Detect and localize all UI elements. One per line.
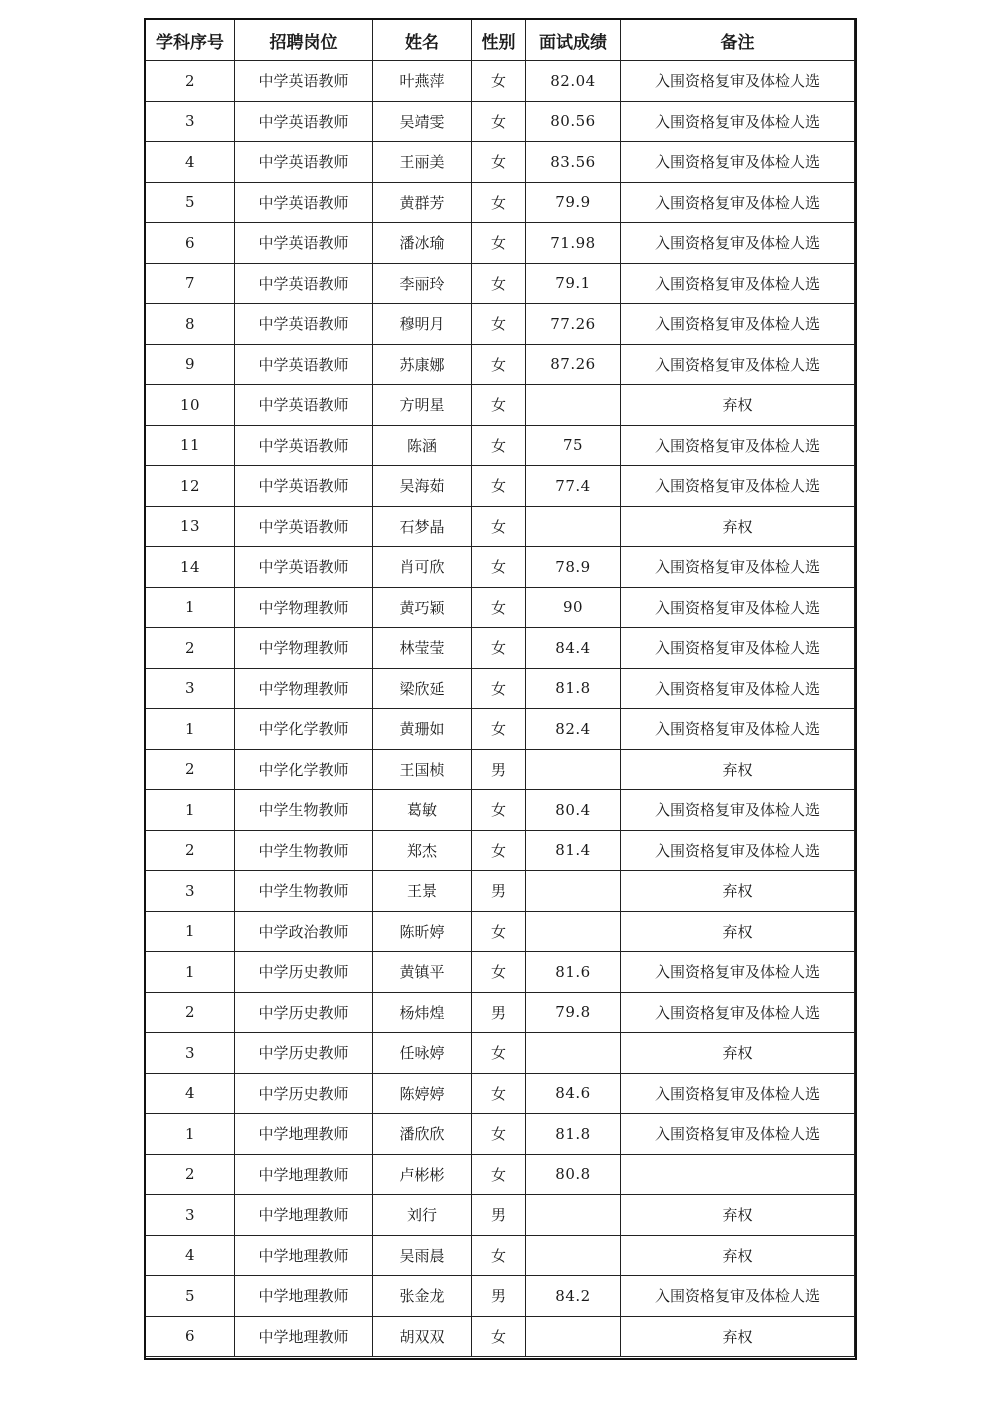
cell-position: 中学英语教师 <box>235 344 373 385</box>
table-row <box>146 1316 855 1357</box>
cell-subject-number: 2 <box>146 749 235 790</box>
table-row <box>146 911 855 952</box>
cell-interview-score: 80.56 <box>526 101 621 142</box>
cell-gender: 女 <box>472 790 526 831</box>
cell-interview-score <box>526 506 621 547</box>
table-row <box>146 142 855 183</box>
cell-interview-score <box>526 871 621 912</box>
cell-interview-score: 90 <box>526 587 621 628</box>
cell-remarks: 入围资格复审及体检人选 <box>621 587 855 628</box>
table-row <box>146 668 855 709</box>
header-position: 招聘岗位 <box>235 20 373 61</box>
cell-remarks: 入围资格复审及体检人选 <box>621 182 855 223</box>
table-header-row <box>146 20 855 61</box>
cell-name: 王丽美 <box>373 142 472 183</box>
cell-remarks: 弃权 <box>621 871 855 912</box>
cell-remarks: 弃权 <box>621 1195 855 1236</box>
table-row <box>146 344 855 385</box>
cell-remarks: 入围资格复审及体检人选 <box>621 466 855 507</box>
cell-interview-score: 82.4 <box>526 709 621 750</box>
table-row <box>146 992 855 1033</box>
cell-remarks: 入围资格复审及体检人选 <box>621 223 855 264</box>
cell-subject-number: 12 <box>146 466 235 507</box>
cell-remarks: 入围资格复审及体检人选 <box>621 952 855 993</box>
cell-name: 叶燕萍 <box>373 61 472 102</box>
cell-subject-number: 5 <box>146 1276 235 1317</box>
table-row <box>146 1195 855 1236</box>
table-row <box>146 871 855 912</box>
table-row <box>146 952 855 993</box>
cell-gender: 女 <box>472 1235 526 1276</box>
header-remarks: 备注 <box>621 20 855 61</box>
cell-position: 中学英语教师 <box>235 304 373 345</box>
cell-remarks: 入围资格复审及体检人选 <box>621 101 855 142</box>
cell-remarks: 入围资格复审及体检人选 <box>621 61 855 102</box>
cell-subject-number: 1 <box>146 911 235 952</box>
cell-position: 中学英语教师 <box>235 142 373 183</box>
cell-remarks: 弃权 <box>621 385 855 426</box>
cell-name: 黄镇平 <box>373 952 472 993</box>
cell-remarks: 入围资格复审及体检人选 <box>621 304 855 345</box>
cell-gender: 女 <box>472 668 526 709</box>
cell-name: 林莹莹 <box>373 628 472 669</box>
cell-subject-number: 6 <box>146 223 235 264</box>
cell-position: 中学英语教师 <box>235 506 373 547</box>
cell-name: 吴雨晨 <box>373 1235 472 1276</box>
cell-subject-number: 8 <box>146 304 235 345</box>
cell-remarks: 入围资格复审及体检人选 <box>621 830 855 871</box>
cell-gender: 女 <box>472 182 526 223</box>
cell-gender: 女 <box>472 101 526 142</box>
cell-name: 王国桢 <box>373 749 472 790</box>
cell-subject-number: 4 <box>146 1073 235 1114</box>
cell-subject-number: 13 <box>146 506 235 547</box>
cell-remarks: 入围资格复审及体检人选 <box>621 992 855 1033</box>
cell-name: 黄巧颖 <box>373 587 472 628</box>
table-row <box>146 385 855 426</box>
cell-remarks: 弃权 <box>621 1235 855 1276</box>
cell-position: 中学英语教师 <box>235 466 373 507</box>
cell-gender: 男 <box>472 1276 526 1317</box>
cell-remarks: 入围资格复审及体检人选 <box>621 344 855 385</box>
cell-gender: 女 <box>472 223 526 264</box>
table-row <box>146 263 855 304</box>
cell-gender: 女 <box>472 1114 526 1155</box>
cell-remarks: 弃权 <box>621 506 855 547</box>
cell-remarks: 弃权 <box>621 1316 855 1357</box>
cell-name: 陈昕婷 <box>373 911 472 952</box>
cell-remarks: 入围资格复审及体检人选 <box>621 547 855 588</box>
cell-interview-score <box>526 911 621 952</box>
cell-position: 中学历史教师 <box>235 1073 373 1114</box>
cell-position: 中学生物教师 <box>235 871 373 912</box>
cell-gender: 男 <box>472 871 526 912</box>
cell-name: 杨炜煌 <box>373 992 472 1033</box>
table-row <box>146 101 855 142</box>
cell-name: 黄珊如 <box>373 709 472 750</box>
cell-interview-score <box>526 1235 621 1276</box>
cell-gender: 女 <box>472 304 526 345</box>
cell-position: 中学生物教师 <box>235 790 373 831</box>
cell-name: 苏康娜 <box>373 344 472 385</box>
cell-name: 肖可欣 <box>373 547 472 588</box>
cell-subject-number: 3 <box>146 871 235 912</box>
cell-position: 中学历史教师 <box>235 992 373 1033</box>
cell-subject-number: 1 <box>146 709 235 750</box>
cell-name: 王景 <box>373 871 472 912</box>
table-row <box>146 304 855 345</box>
cell-interview-score: 83.56 <box>526 142 621 183</box>
cell-subject-number: 2 <box>146 992 235 1033</box>
cell-remarks: 弃权 <box>621 749 855 790</box>
cell-name: 郑杰 <box>373 830 472 871</box>
cell-position: 中学地理教师 <box>235 1316 373 1357</box>
cell-gender: 女 <box>472 709 526 750</box>
table-row <box>146 628 855 669</box>
table-row <box>146 790 855 831</box>
cell-subject-number: 2 <box>146 1154 235 1195</box>
cell-interview-score: 81.8 <box>526 1114 621 1155</box>
cell-position: 中学英语教师 <box>235 101 373 142</box>
cell-subject-number: 3 <box>146 1195 235 1236</box>
cell-subject-number: 4 <box>146 1235 235 1276</box>
table-row <box>146 709 855 750</box>
cell-position: 中学政治教师 <box>235 911 373 952</box>
cell-interview-score: 84.2 <box>526 1276 621 1317</box>
cell-name: 张金龙 <box>373 1276 472 1317</box>
cell-gender: 女 <box>472 385 526 426</box>
cell-position: 中学物理教师 <box>235 668 373 709</box>
header-name: 姓名 <box>373 20 472 61</box>
cell-gender: 女 <box>472 547 526 588</box>
cell-interview-score: 81.4 <box>526 830 621 871</box>
cell-subject-number: 6 <box>146 1316 235 1357</box>
cell-interview-score: 81.8 <box>526 668 621 709</box>
cell-position: 中学地理教师 <box>235 1276 373 1317</box>
cell-name: 黄群芳 <box>373 182 472 223</box>
cell-name: 陈婷婷 <box>373 1073 472 1114</box>
cell-interview-score: 80.8 <box>526 1154 621 1195</box>
table-row <box>146 466 855 507</box>
table-row <box>146 1235 855 1276</box>
cell-name: 任咏婷 <box>373 1033 472 1074</box>
cell-gender: 女 <box>472 61 526 102</box>
cell-subject-number: 1 <box>146 790 235 831</box>
cell-subject-number: 9 <box>146 344 235 385</box>
cell-name: 梁欣延 <box>373 668 472 709</box>
table-row <box>146 587 855 628</box>
table-row <box>146 506 855 547</box>
cell-remarks: 弃权 <box>621 911 855 952</box>
cell-position: 中学英语教师 <box>235 61 373 102</box>
cell-gender: 女 <box>472 1073 526 1114</box>
cell-gender: 女 <box>472 1316 526 1357</box>
cell-remarks: 入围资格复审及体检人选 <box>621 425 855 466</box>
table-row <box>146 182 855 223</box>
cell-subject-number: 3 <box>146 101 235 142</box>
cell-name: 穆明月 <box>373 304 472 345</box>
header-subject-number: 学科序号 <box>146 20 235 61</box>
cell-name: 陈涵 <box>373 425 472 466</box>
cell-remarks: 弃权 <box>621 1033 855 1074</box>
cell-remarks: 入围资格复审及体检人选 <box>621 790 855 831</box>
table-row <box>146 61 855 102</box>
cell-interview-score: 79.8 <box>526 992 621 1033</box>
table-body <box>146 61 855 1357</box>
cell-subject-number: 2 <box>146 61 235 102</box>
cell-subject-number: 3 <box>146 1033 235 1074</box>
cell-remarks: 入围资格复审及体检人选 <box>621 628 855 669</box>
cell-name: 卢彬彬 <box>373 1154 472 1195</box>
cell-position: 中学地理教师 <box>235 1195 373 1236</box>
cell-position: 中学物理教师 <box>235 628 373 669</box>
cell-gender: 女 <box>472 263 526 304</box>
cell-subject-number: 1 <box>146 952 235 993</box>
cell-interview-score <box>526 1195 621 1236</box>
cell-position: 中学化学教师 <box>235 709 373 750</box>
table-row <box>146 1154 855 1195</box>
cell-interview-score: 81.6 <box>526 952 621 993</box>
cell-gender: 女 <box>472 628 526 669</box>
cell-remarks: 入围资格复审及体检人选 <box>621 142 855 183</box>
header-interview-score: 面试成绩 <box>526 20 621 61</box>
cell-position: 中学英语教师 <box>235 263 373 304</box>
cell-subject-number: 7 <box>146 263 235 304</box>
cell-name: 胡双双 <box>373 1316 472 1357</box>
cell-position: 中学历史教师 <box>235 1033 373 1074</box>
cell-interview-score <box>526 385 621 426</box>
cell-subject-number: 11 <box>146 425 235 466</box>
cell-remarks: 入围资格复审及体检人选 <box>621 668 855 709</box>
cell-remarks: 入围资格复审及体检人选 <box>621 1073 855 1114</box>
cell-name: 李丽玲 <box>373 263 472 304</box>
table-row <box>146 1033 855 1074</box>
table-row <box>146 223 855 264</box>
cell-position: 中学英语教师 <box>235 385 373 426</box>
cell-interview-score: 71.98 <box>526 223 621 264</box>
cell-gender: 男 <box>472 1195 526 1236</box>
table-row <box>146 1276 855 1317</box>
cell-gender: 女 <box>472 1033 526 1074</box>
cell-position: 中学物理教师 <box>235 587 373 628</box>
cell-position: 中学生物教师 <box>235 830 373 871</box>
cell-interview-score <box>526 749 621 790</box>
cell-gender: 女 <box>472 142 526 183</box>
cell-position: 中学历史教师 <box>235 952 373 993</box>
cell-interview-score <box>526 1316 621 1357</box>
cell-interview-score: 78.9 <box>526 547 621 588</box>
results-table <box>145 19 855 1357</box>
cell-interview-score: 84.4 <box>526 628 621 669</box>
cell-interview-score: 87.26 <box>526 344 621 385</box>
cell-interview-score: 82.04 <box>526 61 621 102</box>
cell-gender: 女 <box>472 425 526 466</box>
cell-interview-score: 77.26 <box>526 304 621 345</box>
cell-remarks: 入围资格复审及体检人选 <box>621 1114 855 1155</box>
cell-position: 中学地理教师 <box>235 1154 373 1195</box>
cell-gender: 女 <box>472 344 526 385</box>
cell-subject-number: 2 <box>146 628 235 669</box>
cell-interview-score: 79.1 <box>526 263 621 304</box>
cell-remarks: 入围资格复审及体检人选 <box>621 1276 855 1317</box>
cell-interview-score: 77.4 <box>526 466 621 507</box>
cell-subject-number: 4 <box>146 142 235 183</box>
cell-gender: 男 <box>472 749 526 790</box>
cell-name: 方明星 <box>373 385 472 426</box>
cell-position: 中学英语教师 <box>235 547 373 588</box>
cell-position: 中学英语教师 <box>235 223 373 264</box>
cell-gender: 女 <box>472 830 526 871</box>
table-row <box>146 749 855 790</box>
cell-gender: 女 <box>472 1154 526 1195</box>
cell-subject-number: 1 <box>146 1114 235 1155</box>
cell-interview-score: 84.6 <box>526 1073 621 1114</box>
cell-remarks: 入围资格复审及体检人选 <box>621 709 855 750</box>
table-row <box>146 830 855 871</box>
cell-name: 吴靖雯 <box>373 101 472 142</box>
cell-gender: 女 <box>472 952 526 993</box>
cell-gender: 女 <box>472 587 526 628</box>
cell-position: 中学地理教师 <box>235 1114 373 1155</box>
cell-subject-number: 3 <box>146 668 235 709</box>
header-gender: 性别 <box>472 20 526 61</box>
cell-subject-number: 2 <box>146 830 235 871</box>
cell-subject-number: 10 <box>146 385 235 426</box>
cell-name: 石梦晶 <box>373 506 472 547</box>
table-row <box>146 425 855 466</box>
cell-gender: 女 <box>472 911 526 952</box>
table-row <box>146 547 855 588</box>
cell-interview-score: 79.9 <box>526 182 621 223</box>
cell-name: 吴海茹 <box>373 466 472 507</box>
cell-remarks <box>621 1154 855 1195</box>
cell-position: 中学地理教师 <box>235 1235 373 1276</box>
cell-position: 中学英语教师 <box>235 425 373 466</box>
cell-position: 中学英语教师 <box>235 182 373 223</box>
cell-interview-score: 75 <box>526 425 621 466</box>
cell-name: 潘冰瑜 <box>373 223 472 264</box>
cell-gender: 女 <box>472 466 526 507</box>
cell-name: 刘行 <box>373 1195 472 1236</box>
cell-name: 潘欣欣 <box>373 1114 472 1155</box>
table-row <box>146 1114 855 1155</box>
cell-gender: 男 <box>472 992 526 1033</box>
cell-subject-number: 5 <box>146 182 235 223</box>
cell-subject-number: 1 <box>146 587 235 628</box>
cell-name: 葛敏 <box>373 790 472 831</box>
cell-gender: 女 <box>472 506 526 547</box>
cell-remarks: 入围资格复审及体检人选 <box>621 263 855 304</box>
cell-interview-score: 80.4 <box>526 790 621 831</box>
cell-subject-number: 14 <box>146 547 235 588</box>
cell-position: 中学化学教师 <box>235 749 373 790</box>
table-row <box>146 1073 855 1114</box>
cell-interview-score <box>526 1033 621 1074</box>
